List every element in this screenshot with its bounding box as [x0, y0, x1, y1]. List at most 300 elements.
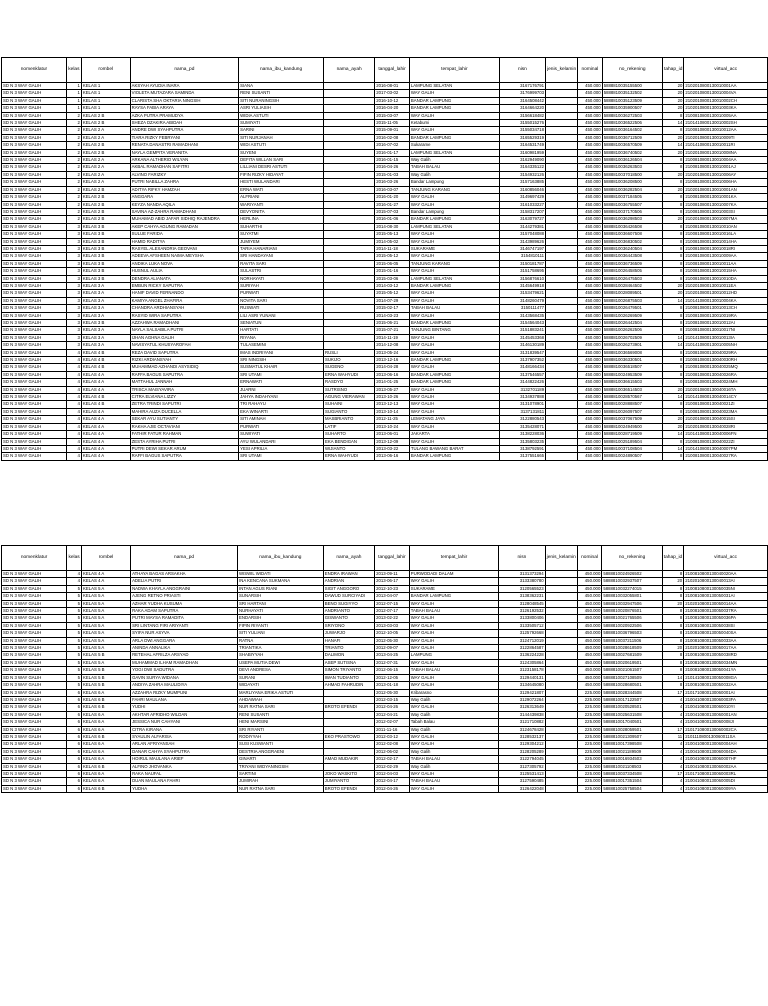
cell-nominal: 225.000	[577, 704, 602, 711]
cell-nomenklatur: SD N 3 WAY GALIH	[2, 179, 67, 186]
cell-nisn: 3150181787	[499, 260, 545, 267]
cell-virtual-acc: 2100810800130040029RA	[684, 349, 768, 356]
cell-nama-pd: NAYLA SALSABILA PUTRI	[130, 327, 238, 334]
cell-nomenklatur: SD N 3 WAY GALIH	[2, 216, 67, 223]
cell-no-rekening: 5888810021765506	[602, 615, 662, 622]
cell-nisn: 3137131811	[499, 408, 545, 415]
cell-nisn: 3155015276	[499, 120, 545, 127]
student-table-1	[1, 57, 768, 461]
cell-nominal: 450.000	[578, 357, 603, 364]
cell-nisn: 3153479621	[499, 290, 545, 297]
cell-nama-pd: AZKA PUTRA PRAMUDYA	[130, 112, 238, 119]
cell-kelas: 2	[66, 186, 81, 193]
cell-nominal: 450.000	[578, 312, 603, 319]
cell-tempat-lahir: BANDAR LAMPUNG	[409, 320, 499, 327]
cell-nama-ayah: JUWARJO	[323, 630, 374, 637]
cell-nomenklatur: SD N 3 WAY GALIH	[2, 600, 67, 607]
cell-rombel: KELAS 3 A	[81, 334, 130, 341]
cell-kelas: 4	[66, 401, 81, 408]
cell-kelas: 6	[67, 778, 82, 785]
cell-nominal: 450.000	[578, 179, 603, 186]
cell-tanggal-lahir: 2013-03-03	[375, 622, 410, 629]
cell-tahap-id: 14	[663, 342, 684, 349]
cell-nama-ibu: WIDI ASTUTI	[239, 142, 324, 149]
cell-nama-ibu: HESTI WULANDARI	[239, 179, 324, 186]
cell-nominal: 225.000	[577, 696, 602, 703]
cell-nominal: 450.000	[578, 282, 603, 289]
header-kelas: kelas	[67, 546, 82, 571]
cell-jenis-kelamin	[546, 194, 578, 201]
cell-kelas: 5	[67, 659, 82, 666]
table-row	[2, 231, 768, 238]
cell-no-rekening: 5888810032947506	[602, 600, 662, 607]
cell-rombel: KELAS 3 B	[81, 320, 130, 327]
cell-nisn: 3164335122	[499, 164, 545, 171]
cell-tahap-id: 14	[662, 674, 683, 681]
cell-nama-ayah	[323, 726, 374, 733]
cell-tempat-lahir: WAY GALIH	[409, 349, 499, 356]
cell-no-rekening: 5888810036736509	[602, 260, 662, 267]
cell-tanggal-lahir: 2012-02-29	[375, 763, 410, 770]
cell-tempat-lahir: WAY GALIH	[409, 290, 499, 297]
cell-nama-ayah: DAWUD SURCIYADI	[323, 593, 374, 600]
cell-rombel: KELAS 3 A	[81, 305, 130, 312]
cell-tanggal-lahir: 2015-03-06	[375, 275, 410, 282]
cell-rombel: KELAS 2 B	[81, 194, 130, 201]
cell-rombel: KELAS 1	[81, 83, 130, 90]
cell-tempat-lahir: Bandar Lampung	[409, 208, 499, 215]
cell-nomenklatur: SD N 3 WAY GALIH	[2, 327, 67, 334]
header-rombel: rombel	[81, 58, 130, 83]
cell-rombel: KELAS 1	[81, 97, 130, 104]
cell-nominal: 450.000	[577, 578, 602, 585]
cell-jenis-kelamin	[546, 401, 578, 408]
cell-rombel: KELAS 3 B	[81, 253, 130, 260]
cell-nama-ayah: SIMON TRIYANTO	[323, 667, 374, 674]
table-row	[2, 186, 768, 193]
table-row	[2, 90, 768, 97]
cell-nominal: 450.000	[578, 157, 603, 164]
cell-nama-ibu: SUMIYATI	[239, 120, 324, 127]
cell-nisn: 3160981959	[499, 149, 545, 156]
cell-tahap-id: 4	[662, 696, 683, 703]
cell-kelas: 6	[67, 733, 82, 740]
cell-tanggal-lahir: 2016-01-20	[375, 194, 410, 201]
cell-tempat-lahir: WAY GALIH	[409, 423, 499, 430]
cell-kelas: 6	[67, 726, 82, 733]
cell-kelas: 4	[66, 431, 81, 438]
cell-nisn: 3134937888	[499, 394, 545, 401]
cell-nama-pd: CITRA KIRANA	[131, 726, 238, 733]
cell-nama-ayah: AGUNG VIERAWAN	[324, 394, 375, 401]
cell-virtual-acc: 2100810800130010004AA	[684, 157, 768, 164]
cell-jenis-kelamin	[545, 645, 577, 652]
cell-nomenklatur: SD N 3 WAY GALIH	[2, 763, 67, 770]
cell-no-rekening: 5888810028719509	[602, 431, 662, 438]
cell-no-rekening: 5888810035155500	[602, 83, 662, 90]
cell-nama-ayah: ERNA WAHYUDI	[324, 371, 375, 378]
cell-tempat-lahir: WAY GALIH	[409, 90, 499, 97]
table-row	[2, 268, 768, 275]
cell-virtual-acc: 2101710800130060003RL	[684, 770, 768, 777]
cell-nisn: 3133800406	[499, 615, 545, 622]
cell-kelas: 5	[67, 652, 82, 659]
table-row	[2, 297, 768, 304]
cell-kelas: 2	[66, 127, 81, 134]
cell-nomenklatur: SD N 3 WAY GALIH	[2, 268, 67, 275]
cell-jenis-kelamin	[545, 785, 577, 792]
cell-tempat-lahir: WAY GALIH	[409, 622, 498, 629]
cell-nomenklatur: SD N 3 WAY GALIH	[2, 622, 67, 629]
cell-nama-ayah	[324, 253, 375, 260]
cell-nisn: 3154564043	[499, 320, 545, 327]
table-row	[2, 593, 768, 600]
table-header-row	[2, 546, 768, 571]
cell-nominal: 450.000	[577, 622, 602, 629]
cell-nominal: 450.000	[578, 416, 603, 423]
cell-nama-pd: IJHAN AGHNA GALIH	[130, 334, 238, 341]
cell-nama-pd: HANIF DAVID FERNANDO	[130, 290, 238, 297]
cell-nominal: 450.000	[578, 83, 603, 90]
cell-kelas: 4	[66, 453, 81, 460]
cell-rombel: KELAS 2 A	[81, 157, 130, 164]
cell-kelas: 3	[66, 260, 81, 267]
cell-jenis-kelamin	[546, 453, 578, 460]
cell-nama-ibu: EKA WINARTI	[239, 408, 324, 415]
cell-nama-pd: MUHAMMAD ILHAM RAMADHAN	[131, 659, 238, 666]
cell-nama-pd: EMBUN RICKY SAPUTRA	[130, 282, 238, 289]
cell-nama-ayah	[323, 711, 374, 718]
cell-no-rekening: 5888810036615503	[602, 379, 662, 386]
cell-tempat-lahir: PURWODADI DALAM	[409, 571, 498, 578]
cell-nisn: 3143568435	[499, 312, 545, 319]
cell-jenis-kelamin	[546, 186, 578, 193]
cell-no-rekening: 5888810037170506	[602, 208, 662, 215]
cell-nisn: 3129304212	[499, 741, 545, 748]
cell-jenis-kelamin	[546, 431, 578, 438]
cell-nisn: 3120565523	[499, 585, 545, 592]
cell-virtual-acc: 2102010800130010011EA	[684, 282, 768, 289]
cell-no-rekening: 5888810036164502	[602, 127, 662, 134]
cell-nominal: 225.000	[577, 726, 602, 733]
cell-nama-ayah	[324, 171, 375, 178]
cell-nama-ayah: DALIMON	[323, 652, 374, 659]
table-row	[2, 386, 768, 393]
cell-nama-ayah	[323, 763, 374, 770]
cell-nominal: 450.000	[577, 630, 602, 637]
cell-tahap-id: 17	[662, 770, 683, 777]
cell-nama-pd: CLARISTA SHA OKTARIA NINGSIH	[130, 97, 238, 104]
cell-kelas: 3	[66, 275, 81, 282]
cell-kelas: 3	[66, 320, 81, 327]
cell-kelas: 2	[66, 157, 81, 164]
cell-tanggal-lahir: 2015-05-12	[375, 253, 410, 260]
cell-rombel: KELAS 2 B	[81, 112, 130, 119]
cell-rombel: KELAS 6 B	[82, 733, 131, 740]
cell-tanggal-lahir: 2014-07-29	[375, 297, 410, 304]
cell-no-rekening: 5888810036522506	[602, 120, 662, 127]
table-row	[2, 689, 768, 696]
cell-nomenklatur: SD N 3 WAY GALIH	[2, 157, 67, 164]
cell-no-rekening: 5888810025189504	[602, 438, 662, 445]
cell-tahap-id: 8	[662, 659, 683, 666]
cell-kelas: 5	[67, 600, 82, 607]
cell-kelas: 4	[66, 386, 81, 393]
cell-rombel: KELAS 4 A	[81, 379, 130, 386]
cell-nisn: 3121710882	[499, 719, 545, 726]
table-row	[2, 194, 768, 201]
cell-nomenklatur: SD N 3 WAY GALIH	[2, 245, 67, 252]
cell-jenis-kelamin	[546, 245, 578, 252]
cell-tempat-lahir: WAY GALIH	[409, 312, 499, 319]
cell-jenis-kelamin	[545, 704, 577, 711]
cell-virtual-acc: 2102010800130040013AI	[684, 578, 768, 585]
cell-nama-pd: TIARA RIZKY FEBRYANI	[130, 134, 238, 141]
cell-nama-pd: GAVIN SURYA WIDANA	[131, 674, 238, 681]
cell-jenis-kelamin	[546, 120, 578, 127]
cell-tempat-lahir: LAMPUNG SELATAN	[409, 83, 499, 90]
cell-tempat-lahir: Kribarasno	[409, 689, 498, 696]
cell-nama-ibu: SUYENI	[239, 149, 324, 156]
cell-kelas: 6	[67, 696, 82, 703]
cell-tahap-id: 8	[662, 615, 683, 622]
cell-nama-pd: MATTAHUL JANNAH	[130, 379, 238, 386]
cell-tahap-id: 20	[663, 97, 684, 104]
cell-jenis-kelamin	[546, 149, 578, 156]
cell-virtual-acc: 2101710800130060001AI	[684, 689, 768, 696]
cell-nama-ibu: FIPIN RIYANTI	[238, 622, 324, 629]
cell-rombel: KELAS 4 A	[81, 416, 130, 423]
cell-nama-ayah	[324, 334, 375, 341]
cell-nama-pd: SYIFA NUR ASYVA	[131, 630, 238, 637]
cell-nomenklatur: SD N 3 WAY GALIH	[2, 682, 67, 689]
cell-nama-ibu: SARTINI	[238, 770, 324, 777]
cell-virtual-acc: 2100810800130010001KA	[684, 194, 768, 201]
cell-nominal: 225.000	[577, 748, 602, 755]
cell-tahap-id: 20	[662, 600, 683, 607]
cell-virtual-acc: 2102010800130010002CH	[684, 97, 768, 104]
cell-tanggal-lahir: 2013-02-22	[375, 615, 410, 622]
cell-kelas: 3	[66, 297, 81, 304]
cell-nisn: 3167176791	[499, 83, 545, 90]
cell-nomenklatur: SD N 3 WAY GALIH	[2, 201, 67, 208]
cell-jenis-kelamin	[545, 585, 577, 592]
cell-nomenklatur: SD N 3 WAY GALIH	[2, 770, 67, 777]
cell-nomenklatur: SD N 3 WAY GALIH	[2, 696, 67, 703]
cell-jenis-kelamin	[545, 733, 577, 740]
cell-tanggal-lahir: 2014-11-19	[375, 334, 410, 341]
cell-nama-ibu: SIANA	[239, 83, 324, 90]
cell-rombel: KELAS 3 B	[81, 231, 130, 238]
cell-nama-ayah: SUHARTO	[324, 431, 375, 438]
cell-nama-ayah: SUTRISNO	[324, 386, 375, 393]
cell-jenis-kelamin	[545, 756, 577, 763]
cell-nama-ayah: BROTO EFENDI	[323, 704, 374, 711]
cell-tahap-id: 20	[663, 171, 684, 178]
cell-tahap-id: 20	[662, 645, 683, 652]
cell-nisn: 3129072264	[499, 696, 545, 703]
cell-tahap-id: 14	[663, 334, 684, 341]
cell-nominal: 450.000	[577, 600, 602, 607]
header-tanggal-lahir: tanggal_lahir	[375, 58, 410, 83]
cell-kelas: 6	[67, 763, 82, 770]
cell-nama-ibu: RUSWATI	[239, 305, 324, 312]
cell-kelas: 3	[66, 245, 81, 252]
cell-nama-pd: ARKANA ALTHERIO WILYAN	[130, 157, 238, 164]
cell-rombel: KELAS 5 A	[82, 608, 131, 615]
cell-nama-ibu: SURANI	[238, 674, 324, 681]
cell-tanggal-lahir: 2013-01-18	[375, 682, 410, 689]
cell-jenis-kelamin	[546, 83, 578, 90]
cell-nama-pd: NAYLA GEMPITA VERANITA	[130, 149, 238, 156]
cell-nominal: 225.000	[577, 741, 602, 748]
cell-tahap-id: 8	[663, 349, 684, 356]
cell-virtual-acc: 2100810800130010012AA	[684, 127, 768, 134]
cell-nama-ayah: WIJIANTO	[324, 445, 375, 452]
cell-nama-ibu: WISWIL WIDATI	[238, 571, 324, 578]
cell-tempat-lahir: WAY GALIH	[409, 268, 499, 275]
cell-nomenklatur: SD N 3 WAY GALIH	[2, 711, 67, 718]
cell-no-rekening: 5888810036514503	[602, 386, 662, 393]
cell-nomenklatur: SD N 3 WAY GALIH	[2, 615, 67, 622]
cell-nisn: 3143989626	[499, 238, 545, 245]
cell-rombel: KELAS 6 A	[82, 748, 131, 755]
cell-virtual-acc: 2100810800130040027RA	[684, 453, 768, 460]
cell-kelas: 4	[66, 408, 81, 415]
cell-nomenklatur: SD N 3 WAY GALIH	[2, 320, 67, 327]
cell-nomenklatur: SD N 3 WAY GALIH	[2, 342, 67, 349]
cell-kelas: 5	[67, 674, 82, 681]
cell-nama-ayah	[323, 696, 374, 703]
cell-nama-ayah	[324, 164, 375, 171]
cell-nama-ayah	[324, 127, 375, 134]
cell-nama-ibu: SRI NINGSIH	[239, 357, 324, 364]
cell-rombel: KELAS 2 B	[81, 201, 130, 208]
table-row	[2, 238, 768, 245]
cell-nama-ibu: YESI APRILIA	[239, 445, 324, 452]
cell-nomenklatur: SD N 3 WAY GALIH	[2, 645, 67, 652]
cell-kelas: 6	[67, 741, 82, 748]
cell-nama-ibu: SENIATUN	[239, 320, 324, 327]
cell-nama-pd: AZHAR YUDHA KUSUMA	[131, 600, 238, 607]
header-nama-ayah: nama_ayah	[323, 546, 374, 571]
cell-jenis-kelamin	[545, 659, 577, 666]
cell-tahap-id: 14	[663, 142, 684, 149]
cell-rombel: KELAS 4 A	[82, 571, 131, 578]
cell-rombel: KELAS 6 B	[82, 696, 131, 703]
cell-no-rekening: 5888810037108504	[602, 445, 662, 452]
table-row	[2, 637, 768, 644]
cell-kelas: 3	[66, 253, 81, 260]
cell-nama-ibu: TRI RAHAYU	[239, 401, 324, 408]
cell-nama-ibu: AHDAWIAH	[238, 696, 324, 703]
cell-tanggal-lahir: 2016-02-08	[375, 134, 410, 141]
table-body-1	[2, 83, 768, 461]
table-row	[2, 622, 768, 629]
cell-kelas: 3	[66, 282, 81, 289]
cell-no-rekening: 5888810037211506	[602, 637, 662, 644]
cell-virtual-acc: 2100410800130060009YA	[684, 785, 768, 792]
cell-tanggal-lahir: 2012-07-31	[375, 659, 410, 666]
cell-tanggal-lahir: 2012-11-25	[375, 416, 410, 423]
cell-nama-pd: SAVINA AZ-ZAHRA RAMADHANI	[130, 208, 238, 215]
cell-no-rekening: 5888810026479501	[602, 305, 662, 312]
cell-nama-pd: ALFINO JHOVANKA	[131, 763, 238, 770]
cell-nama-ibu: SRI HARTANI	[238, 600, 324, 607]
table-row	[2, 785, 768, 792]
cell-tahap-id: 8	[663, 320, 684, 327]
cell-tanggal-lahir: 2015-01-03	[375, 171, 410, 178]
cell-nama-ayah: EKA BENDIGAN	[324, 438, 375, 445]
cell-nama-ayah: RASDYO	[324, 379, 375, 386]
cell-nama-ibu: SITI NURANINGSIH	[239, 97, 324, 104]
cell-tahap-id: 11	[662, 733, 683, 740]
cell-nominal: 450.000	[578, 171, 603, 178]
cell-tempat-lahir: WAY GALIH	[409, 394, 499, 401]
cell-tanggal-lahir: 2013-06-16	[375, 371, 410, 378]
cell-tempat-lahir: WAY GALIH	[409, 408, 499, 415]
cell-tahap-id: 8	[663, 260, 684, 267]
cell-jenis-kelamin	[546, 327, 578, 334]
cell-tempat-lahir: WAY GALIH	[409, 674, 498, 681]
cell-nama-ayah: ANDRIANTO	[323, 608, 374, 615]
cell-nama-ibu: ERNA WATI	[239, 186, 324, 193]
cell-nama-ibu: SUWIYATI	[239, 431, 324, 438]
cell-nama-ibu: ENDARSIH	[238, 615, 324, 622]
cell-tanggal-lahir: 2015-03-07	[375, 112, 410, 119]
cell-kelas: 6	[67, 785, 82, 792]
cell-nominal: 225.000	[577, 719, 602, 726]
cell-nama-ayah: ERNA WAHYUDI	[324, 453, 375, 460]
cell-no-rekening: 5888810026458505	[602, 268, 662, 275]
cell-tanggal-lahir: 2013-06-16	[375, 453, 410, 460]
cell-nama-pd: MUHAMMAD AZHANDI ASYSIDIQ	[130, 364, 238, 371]
cell-jenis-kelamin	[545, 667, 577, 674]
cell-nisn: 3165529319	[499, 134, 545, 141]
cell-tempat-lahir: WAY GALIH	[409, 659, 498, 666]
cell-nama-ayah	[324, 268, 375, 275]
cell-no-rekening: 5888810032937507	[602, 578, 662, 585]
cell-no-rekening: 5888810036298503	[602, 216, 662, 223]
cell-nama-ayah	[324, 83, 375, 90]
cell-kelas: 6	[67, 770, 82, 777]
cell-jenis-kelamin	[546, 438, 578, 445]
cell-nisn: 3135803235	[499, 438, 545, 445]
cell-nominal: 225.000	[577, 689, 602, 696]
cell-nisn: 3160856046	[499, 186, 545, 193]
cell-kelas: 6	[67, 748, 82, 755]
cell-nama-ayah: MASBRIANTO	[324, 416, 375, 423]
cell-nomenklatur: SD N 3 WAY GALIH	[2, 90, 67, 97]
cell-jenis-kelamin	[546, 142, 578, 149]
cell-nama-ibu: SULASTRI	[239, 268, 324, 275]
cell-nama-ayah	[324, 342, 375, 349]
cell-jenis-kelamin	[545, 719, 577, 726]
cell-tanggal-lahir: 2012-04-26	[375, 704, 410, 711]
cell-no-rekening: 5888810036518507	[602, 364, 662, 371]
cell-nama-ibu: DESTRIA ANGGRAENI	[238, 748, 324, 755]
cell-nominal: 450.000	[578, 408, 603, 415]
cell-virtual-acc: 2100810800130010010AN	[684, 223, 768, 230]
cell-virtual-acc: 2101410800130010005NH	[684, 342, 768, 349]
cell-virtual-acc: 2100410800130060004DA	[684, 748, 768, 755]
cell-nominal: 450.000	[578, 149, 603, 156]
cell-tanggal-lahir: 2014-12-08	[375, 342, 410, 349]
cell-jenis-kelamin	[545, 578, 577, 585]
cell-nama-pd: YUDHA	[131, 785, 238, 792]
cell-nominal: 450.000	[578, 364, 603, 371]
cell-nama-pd: RIZKI ARDIANSYAH	[130, 357, 238, 364]
